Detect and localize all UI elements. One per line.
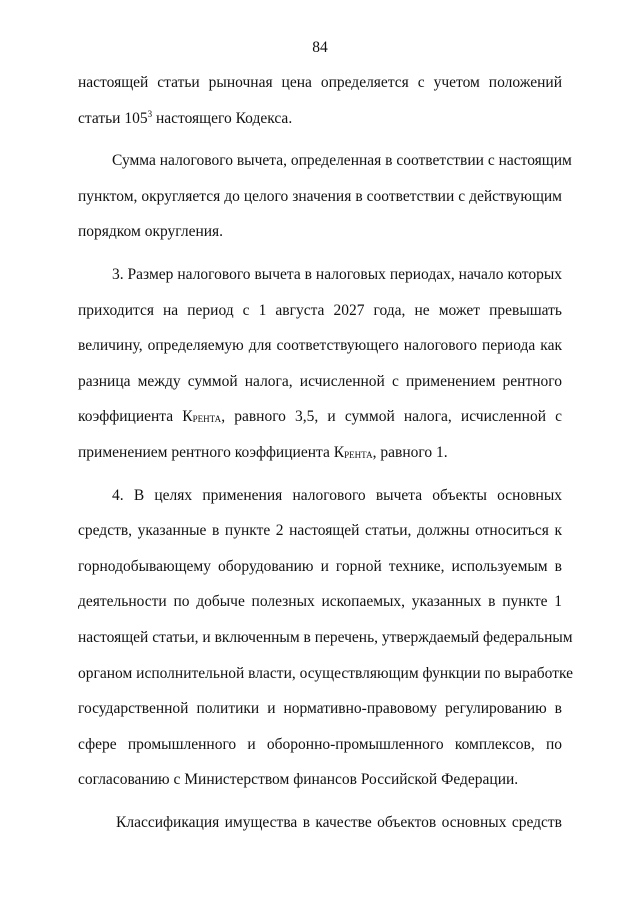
paragraph [78,805,562,841]
superscript: 3 [147,108,153,119]
text-line [78,435,562,471]
text-line: органом исполнительной власти, осуществляющим функции по выработке [78,664,574,682]
paragraph [78,143,572,250]
text-fragment: , равного 1. [372,443,448,461]
text-line: настоящей статьи рыночная цена определяется с учетом положений [78,74,562,91]
text-line: 3. Размер налогового вычета в налоговых периодах, начало которых [112,265,562,283]
text-line: средств, указанные в пункте 2 настоящей статьи, должны относиться к [78,522,562,540]
text-line [78,101,562,137]
text-line: согласованию с Министерством финансов Российской Федерации. [78,771,519,789]
page-number: 84 [312,39,328,56]
text-line: деятельности по добыче полезных ископаемых, указанных в пункте 1 [78,593,562,611]
text-fragment: статьи 105 [78,109,148,127]
text-line: Сумма налогового вычета, определенная в соответствии с настоящим [112,152,572,170]
text-line: Классификация имущества в качестве объектов основных средств [116,813,562,831]
text-fragment: коэффициента К [78,408,193,426]
text-fragment: настоящего Кодекса. [152,109,293,127]
subscript: РЕНТА [344,449,373,460]
text-line [78,399,562,435]
text-line: сфере промышленного и оборонно-промышленного комплексов, по [78,735,562,753]
text-line: государственной политики и нормативно-правовому регулированию в [78,700,562,718]
text-fragment: применением рентного коэффициента К [78,443,345,461]
text-line: величину, определяемую для соответствующего налогового периода как [78,337,562,355]
text-line: горнодобывающему оборудованию и горной технике, используемым в [78,557,562,575]
text-line: разница между суммой налога, исчисленной с применением рентного [78,372,562,390]
text-line: приходится на период с 1 августа 2027 года, не может превышать [78,301,562,319]
paragraph [78,65,562,136]
paragraph [78,257,562,471]
paragraph [78,478,574,798]
text-fragment: , равного 3,5, и суммой налога, исчисленной с [221,408,563,426]
document-body [78,65,574,840]
text-line: 4. В целях применения налогового вычета объекты основных [112,486,562,504]
text-line: порядком округления. [78,223,224,241]
text-line: настоящей статьи, и включенным в перечень, утверждаемый федеральным [78,628,573,646]
text-line: пунктом, округляется до целого значения в соответствии с действующим [78,187,562,205]
subscript: РЕНТА [192,414,222,425]
